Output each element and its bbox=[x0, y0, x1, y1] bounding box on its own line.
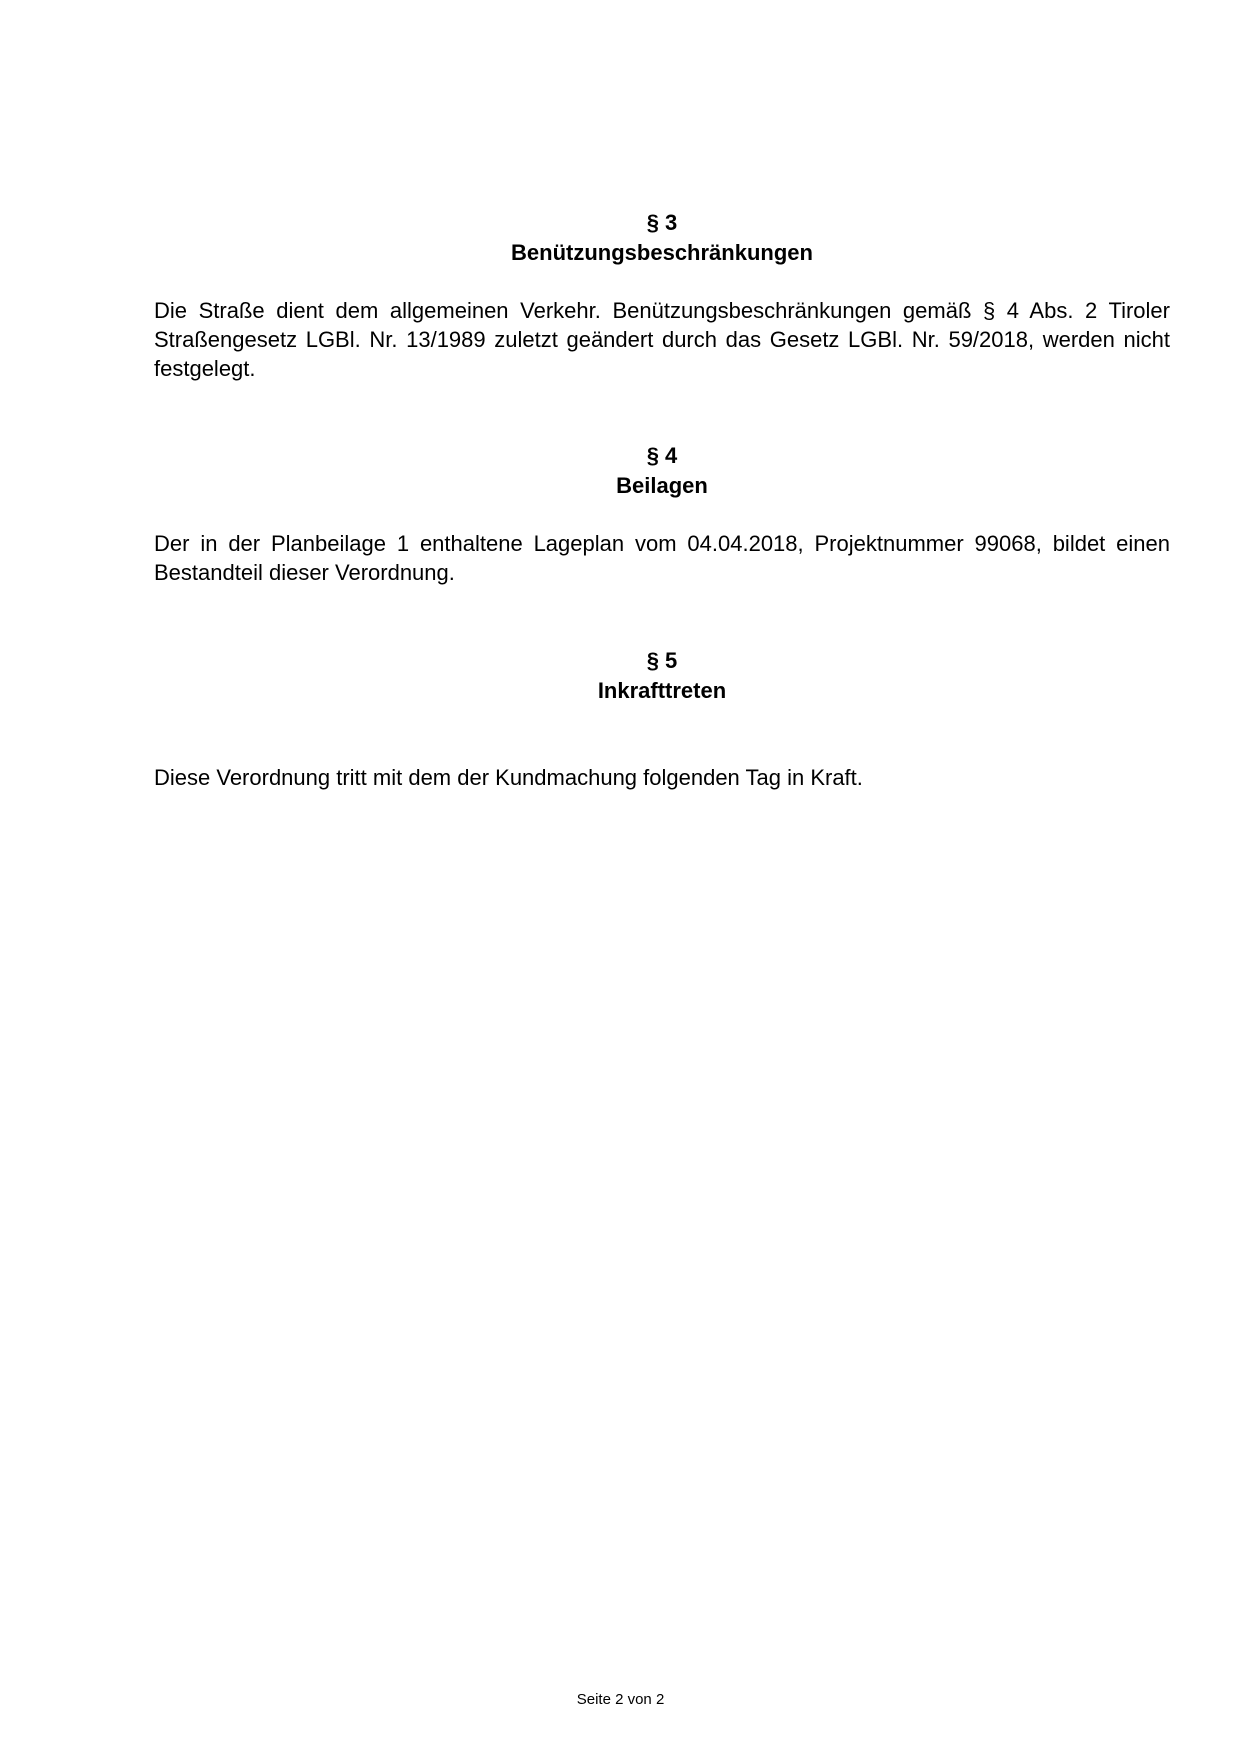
section-body: Diese Verordnung tritt mit dem der Kundmachung folgenden Tag in Kraft. bbox=[154, 765, 863, 790]
section-title: Beilagen bbox=[616, 473, 708, 498]
section-5 bbox=[154, 646, 1170, 792]
section-number: § 3 bbox=[646, 210, 678, 235]
section-number: § 4 bbox=[646, 443, 678, 468]
section-number: § 5 bbox=[646, 648, 678, 673]
page-footer: Seite 2 von 2 bbox=[576, 1691, 665, 1708]
section-title: Inkrafttreten bbox=[597, 678, 727, 703]
section-title: Benützungsbeschränkungen bbox=[511, 240, 813, 265]
section-3 bbox=[154, 208, 1170, 383]
section-body: Die Straße dient dem allgemeinen Verkehr. Benützungsbeschränkungen gemäß § 4 Abs. 2 Tiroler Straßengesetz LGBl. Nr. 13/1989 zuletzt geändert durch das Gesetz LGBl. Nr. 59/2018, werden nicht festgelegt. bbox=[154, 298, 1170, 381]
section-body: Der in der Planbeilage 1 enthaltene Lageplan vom 04.04.2018, Projektnummer 99068, bildet einen Bestandteil dieser Verordnung. bbox=[154, 531, 1170, 585]
section-4 bbox=[154, 441, 1170, 587]
